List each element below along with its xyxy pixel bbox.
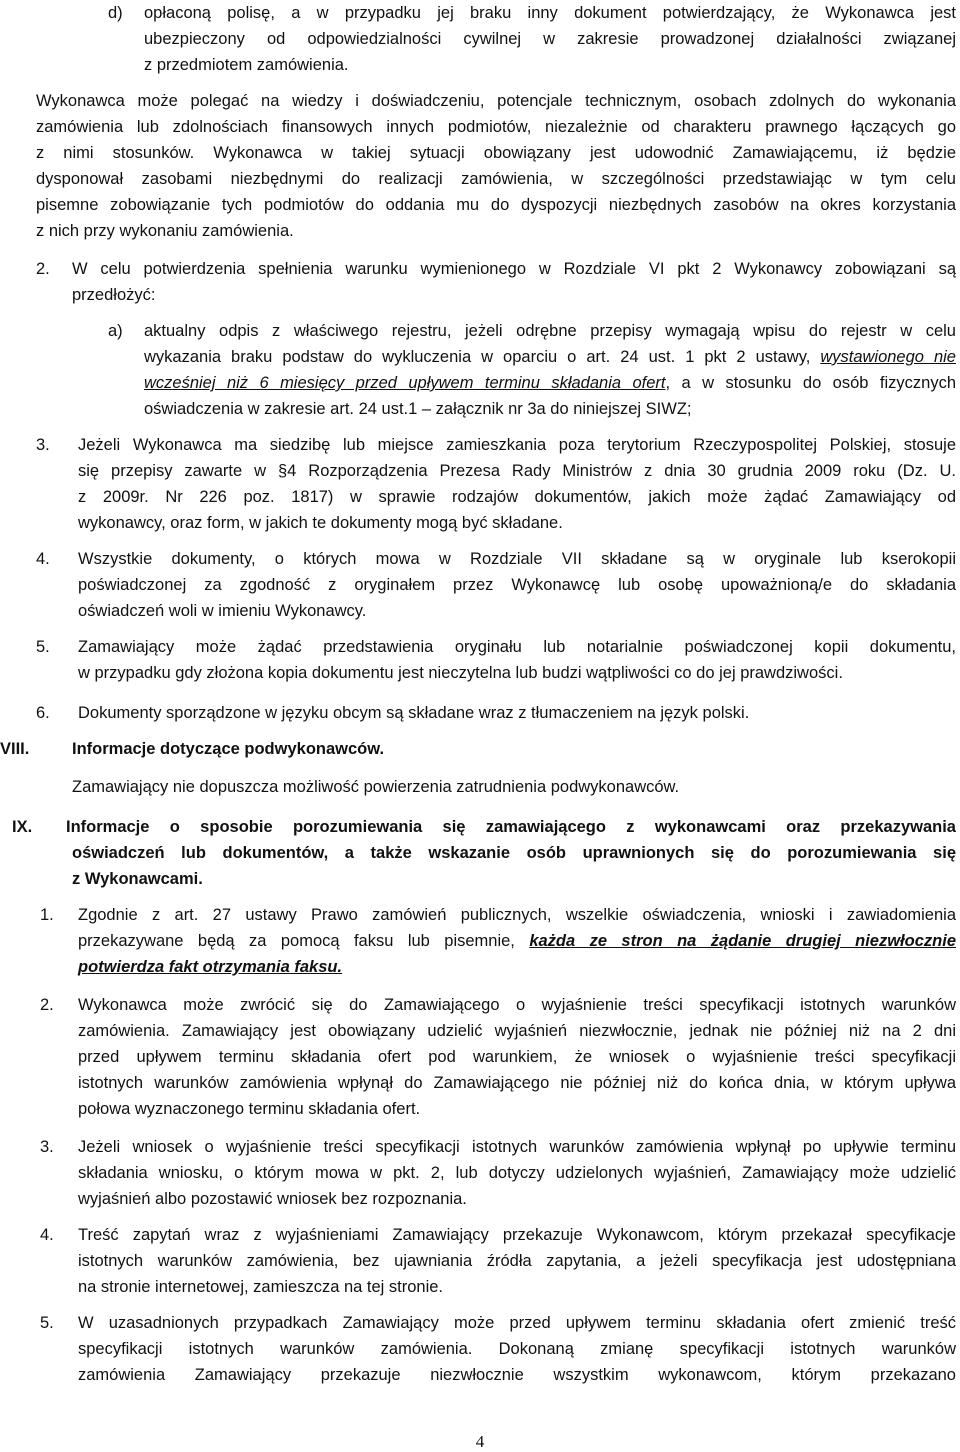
item-3-line: wykonawcy, oraz form, w jakich te dokumenty mogą być składane. <box>78 514 563 532</box>
s9-item-3-line: składania wniosku, o którym mowa w pkt. 2, lub dotyczy udzielonych wyjaśnień, Zamawiający może udzielić <box>78 1164 956 1182</box>
item-d-line: opłaconą polisę, a w przypadku jej braku inny dokument potwierdzający, że Wykonawca jest <box>144 4 956 22</box>
item-2a-emphasis: wcześniej niż 6 miesięcy przed upływem terminu składania ofert <box>144 374 666 392</box>
s9-item-5-marker: 5. <box>40 1314 54 1332</box>
item-5-line: w przypadku gdy złożona kopia dokumentu jest nieczytelna lub budzi wątpliwości co do jej prawdziwości. <box>78 664 843 682</box>
s9-item-3-line: Jeżeli wniosek o wyjaśnienie treści specyfikacji istotnych warunków zamówienia wpłynął po upływie terminu <box>78 1138 956 1156</box>
item-5-line: Zamawiający może żądać przedstawienia oryginału lub notarialnie poświadczonej kopii dokumentu, <box>78 638 956 656</box>
s9-item-1-line: Zgodnie z art. 27 ustawy Prawo zamówień publicznych, wszelkie oświadczenia, wnioski i zawiadomienia <box>78 906 956 924</box>
resources-paragraph-line: Wykonawca może polegać na wiedzy i doświadczeniu, potencjale technicznym, osobach zdolnych do wykonania <box>36 92 956 110</box>
s9-item-1-emphasis: potwierdza fakt otrzymania faksu. <box>78 958 343 976</box>
s9-item-1-marker: 1. <box>40 906 54 924</box>
s9-item-1-text: przekazywane będą za pomocą faksu lub pisemnie, <box>78 932 530 950</box>
item-6-line: Dokumenty sporządzone w języku obcym są składane wraz z tłumaczeniem na język polski. <box>78 704 750 722</box>
item-2a-line: aktualny odpis z właściwego rejestru, jeżeli odrębne przepisy wymagają wpisu do rejestr w celu <box>144 322 956 340</box>
item-2a-emphasis: wystawionego nie <box>820 348 956 366</box>
s9-item-2-line: przed upływem terminu składania ofert pod warunkiem, że wniosek o wyjaśnienie treści specyfikacji <box>78 1048 956 1066</box>
section-9-numeral: IX. <box>12 818 33 836</box>
s9-item-2-line: połowa wyznaczonego terminu składania ofert. <box>78 1100 421 1118</box>
section-9-heading-line: z Wykonawcami. <box>72 870 203 888</box>
item-4-line: oświadczeń woli w imieniu Wykonawcy. <box>78 602 367 620</box>
item-2-line: W celu potwierdzenia spełnienia warunku wymienionego w Rozdziale VI pkt 2 Wykonawcy zobowiązani są <box>72 260 956 278</box>
item-3-line: Jeżeli Wykonawca ma siedzibę lub miejsce zamieszkania poza terytorium Rzeczypospolitej Polskiej, stosuje <box>78 436 956 454</box>
item-d-line: z przedmiotem zamówienia. <box>144 56 349 74</box>
item-d-marker: d) <box>108 4 123 22</box>
item-2a-text: , a w stosunku do osób fizycznych <box>665 374 956 392</box>
s9-item-5-line: specyfikacji istotnych warunków zamówienia. Dokonaną zmianę specyfikacji istotnych warunków <box>78 1340 956 1358</box>
item-2a-text: wykazania braku podstaw do wykluczenia w oparciu o art. 24 ust. 1 pkt 2 ustawy, <box>144 348 821 366</box>
s9-item-3-line: wyjaśnień albo pozostawić wniosek bez rozpoznania. <box>78 1190 467 1208</box>
item-4-line: poświadczonej za zgodność z oryginałem przez Wykonawcę lub osobę upoważnioną/e do składania <box>78 576 956 594</box>
item-2a-line <box>144 370 956 396</box>
item-6-marker: 6. <box>36 704 50 722</box>
item-d-line: ubezpieczony od odpowiedzialności cywilnej w zakresie prowadzonej działalności związanej <box>144 30 956 48</box>
s9-item-2-line: istotnych warunków zamówienia wpłynął do Zamawiającego nie później niż do końca dnia, w którym upływa <box>78 1074 956 1092</box>
resources-paragraph-line: dysponował zasobami niezbędnymi do realizacji zamówienia, w szczególności przedstawiając w tym celu <box>36 170 956 188</box>
s9-item-4-line: Treść zapytań wraz z wyjaśnieniami Zamawiający przekazuje Wykonawcom, którym przekazał specyfikacje <box>78 1226 956 1244</box>
page-number: 4 <box>475 1432 485 1451</box>
item-2a-line: oświadczenia w zakresie art. 24 ust.1 – załącznik nr 3a do niniejszej SIWZ; <box>144 400 692 418</box>
resources-paragraph-line: z nimi stosunków. Wykonawca w takiej sytuacji obowiązany jest udowodnić Zamawiającemu, iż będzie <box>36 144 956 162</box>
section-8-text: Zamawiający nie dopuszcza możliwość powierzenia zatrudnienia podwykonawców. <box>72 778 680 796</box>
s9-item-5-line: W uzasadnionych przypadkach Zamawiający może przed upływem terminu składania ofert zmienić treść <box>78 1314 956 1332</box>
s9-item-5-line: zamówienia Zamawiający przekazuje niezwłocznie wszystkim wykonawcom, którym przekazano <box>78 1366 956 1384</box>
resources-paragraph-line: pisemne zobowiązanie tych podmiotów do oddania mu do dyspozycji niezbędnych zasobów na okres korzystania <box>36 196 956 214</box>
resources-paragraph-line: z nich przy wykonaniu zamówienia. <box>36 222 294 240</box>
item-2a-line <box>144 344 956 370</box>
item-4-line: Wszystkie dokumenty, o których mowa w Rozdziale VII składane są w oryginale lub kserokopii <box>78 550 956 568</box>
item-2-line: przedłożyć: <box>72 286 156 304</box>
section-8-numeral: VIII. <box>0 740 30 758</box>
item-3-marker: 3. <box>36 436 50 454</box>
item-2a-marker: a) <box>108 322 123 340</box>
item-3-line: się przepisy zawarte w §4 Rozporządzenia Prezesa Rady Ministrów z dnia 30 grudnia 2009 roku (Dz. U. <box>78 462 956 480</box>
section-9-heading-line: oświadczeń lub dokumentów, a także wskazanie osób uprawnionych się do porozumiewania się <box>72 844 956 862</box>
s9-item-2-marker: 2. <box>40 996 54 1014</box>
item-4-marker: 4. <box>36 550 50 568</box>
s9-item-3-marker: 3. <box>40 1138 54 1156</box>
item-5-marker: 5. <box>36 638 50 656</box>
item-2-marker: 2. <box>36 260 50 278</box>
s9-item-4-marker: 4. <box>40 1226 54 1244</box>
s9-item-1-emphasis: każda ze stron na żądanie drugiej niezwłocznie <box>529 932 956 950</box>
s9-item-2-line: zamówienia. Zamawiający jest obowiązany udzielić wyjaśnień niezwłocznie, jednak nie później niż na 2 dni <box>78 1022 956 1040</box>
item-3-line: z 2009r. Nr 226 poz. 1817) w sprawie rodzajów dokumentów, jakich może żądać Zamawiający od <box>78 488 956 506</box>
s9-item-1-line <box>78 928 956 954</box>
section-8-heading: Informacje dotyczące podwykonawców. <box>72 740 385 758</box>
section-9-heading-line: Informacje o sposobie porozumiewania się zamawiającego z wykonawcami oraz przekazywania <box>66 818 956 836</box>
s9-item-4-line: na stronie internetowej, zamieszcza na tej stronie. <box>78 1278 444 1296</box>
s9-item-4-line: istotnych warunków zamówienia, bez ujawniania źródła zapytania, a jeżeli specyfikacja jest udostępniana <box>78 1252 956 1270</box>
resources-paragraph-line: zamówienia lub zdolnościach finansowych innych podmiotów, niezależnie od charakteru prawnego łączących go <box>36 118 956 136</box>
s9-item-2-line: Wykonawca może zwrócić się do Zamawiającego o wyjaśnienie treści specyfikacji istotnych warunków <box>78 996 956 1014</box>
